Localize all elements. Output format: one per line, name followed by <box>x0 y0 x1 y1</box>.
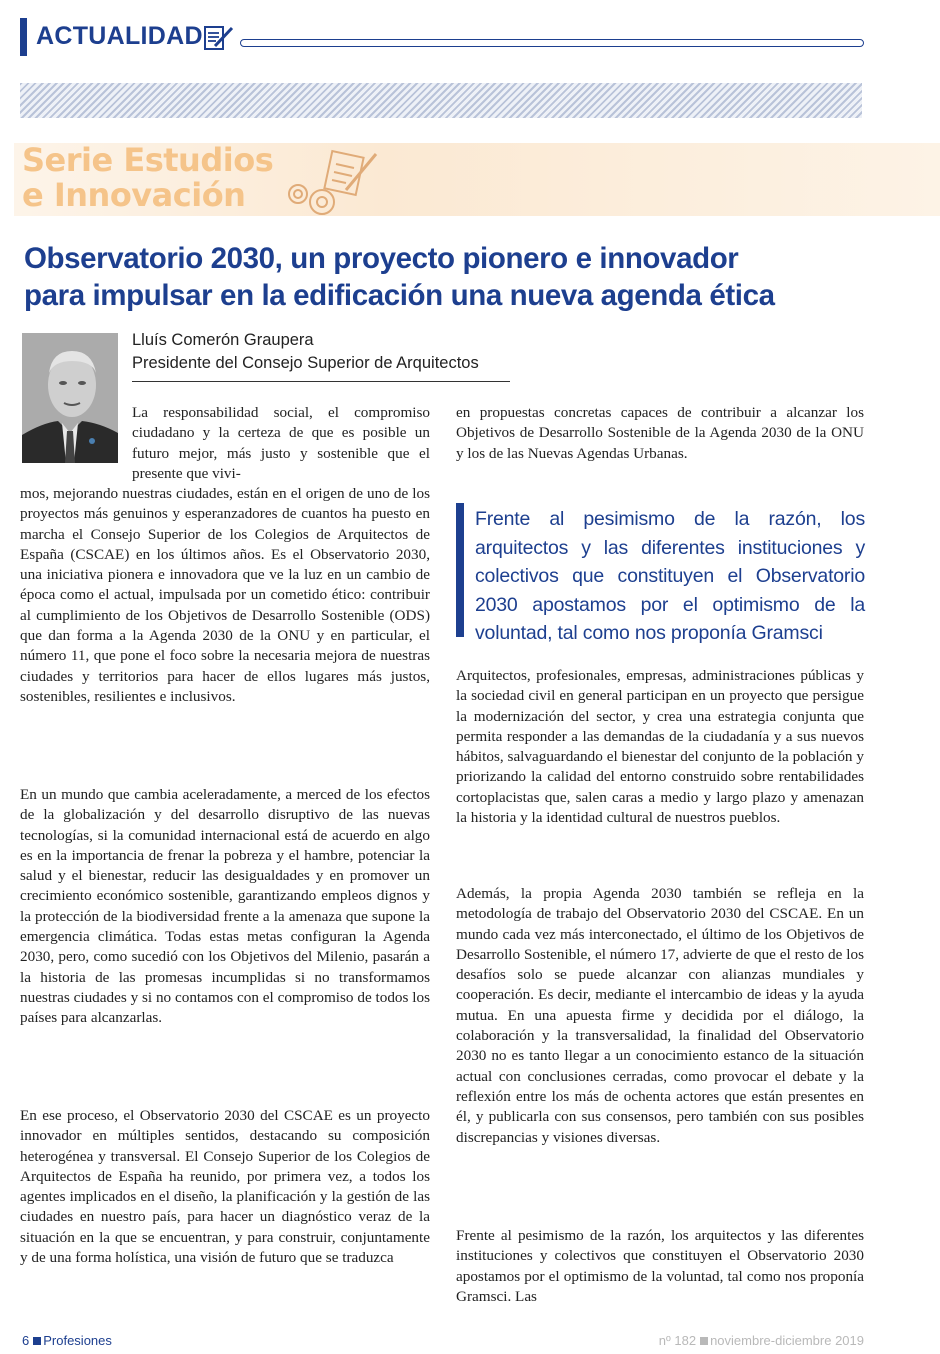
paragraph-methodology: Además, la propia Agenda 2030 también se refleja en la metodología de trabajo del Observatorio 2030 del CSCAE. En un mundo cada vez más interconectado, el último de los Objetivos de Desarrollo Sostenible, el número 17, advierte de que el resto de los desafíos solo se puede alcanzar con alianzas mundiales y cooperación. Es decir, mediante el intercambio de ideas y la ayuda mutua. En una apuesta firme y decidida por el diálogo, la colaboración y la transversalidad, la finalidad del Observatorio 2030 no es tanto llegar a un conocimiento estanco de la situación actual con conclusiones cerradas, como provocar el debate y la reflexión entre los más de ochenta actores que están presentes en él, y publicarla con sus consensos, pero también con sus posibles discrepancias y visiones diversas. <box>456 885 864 1146</box>
paragraph-observatory-process: En ese proceso, el Observatorio 2030 del CSCAE es un proyecto innovador en múltiples sentidos, destacando su composición heterogénea y transversal. El Consejo Superior de los Colegios de Arquitectos de España ha reunido, por primera vez, a todos los agentes implicados en el diseño, la planificación y la gestión de las ciudades en nuestro país, para hacer un diagnóstico veraz de la situación en la que se encuentran, y para construir, conjuntamente y de una forma holística, una visión de futuro que se traduzca <box>20 1107 430 1267</box>
pull-quote-bar <box>456 503 464 637</box>
author-rule <box>132 381 510 382</box>
footer-right <box>659 1333 864 1348</box>
paragraph-global-context: En un mundo que cambia aceleradamente, a merced de los efectos de la globalización y del desarrollo disruptivo de las nuevas tecnologías, si la comunidad internacional está de acuerdo en algo es en la importancia de frenar la pobreza y el hambre, potenciar la salud y el bienestar, reducir las desigualdades y en promover un crecimiento económico sostenible, garantizando empleos dignos y la protección de la biodiversidad frente a la amenaza que supone la emergencia climática. Todas estas metas configuran la Agenda 2030, pero, como sucedió con los Objetivos del Milenio, pasarán a la historia de las promesas incumplidas si no transformamos nuestras ciudades y si no contamos con el compromiso de todos los países para alcanzarlas. <box>20 786 430 1027</box>
series-banner-line1: Serie Estudios <box>22 141 274 179</box>
pull-quote: Frente al pesimismo de la razón, los arquitectos y las diferentes instituciones y colectivos que constituyen el Observatorio 2030 apostamos por el optimismo de la voluntad, tal como nos proponía Gramsci <box>475 508 865 644</box>
section-accent-bar <box>20 18 27 56</box>
magazine-name: Profesiones <box>43 1333 112 1348</box>
document-pencil-icon <box>203 24 235 52</box>
article-headline <box>24 240 904 314</box>
footer-square-icon <box>33 1337 41 1345</box>
paragraph-participants: Arquitectos, profesionales, empresas, administraciones públicas y la sociedad civil en general participan en un proyecto que persigue la modernización del sector, y crea una estrategia conjunta que permita responder a las demandas de la ciudadanía y a sus nuevos hábitos, salvaguardando el bienestar del conjunto de la población y priorizando la calidad del entorno construido sobre rentabilidades cortoplacistas que, salen caras a medio y largo plazo y amenazan la historia y la identidad cultural de nuestros pueblos. <box>456 667 864 827</box>
section-title: ACTUALIDAD <box>36 22 203 50</box>
series-banner-title <box>22 143 273 213</box>
paragraph-intro: mos, mejorando nuestras ciudades, están en el origen de uno de los proyectos más genuinos y esperanzadores de cuantos ha puesto en marcha el Consejo Superior de los Colegios de Arquitectos de España (CSCAE) en los últimos años. Es el Observatorio 2030, una iniciativa pionera e innovadora que ve la luz en un cambio de época como el actual, impulsada por un cometido ético: contribuir al cumplimiento de los Objetivos de Desarrollo Sostenible (ODS) que dan forma a la Agenda 2030 de la ONU y en particular, el número 11, que pone el foco sobre la necesaria mejora de nuestras ciudades y territorios para hacer de ellos lugares más justos, sostenibles, resilientes e inclusivos. <box>20 485 430 705</box>
header-rule <box>240 39 864 47</box>
decorative-stripe-band <box>20 83 862 118</box>
author-photo <box>22 333 118 463</box>
gear-document-icon <box>284 146 384 218</box>
footer-square-icon <box>700 1337 708 1345</box>
page-number: 6 <box>22 1333 30 1348</box>
paragraph-intro-wrap: La responsabilidad social, el compromiso ciudadano y la certeza de que es posible un futuro mejor, más justo y sostenible que el presente que vivi- <box>132 404 430 482</box>
headline-line2: para impulsar en la edificación una nueva agenda ética <box>24 279 775 312</box>
issue-number: nº 182 <box>658 1333 697 1348</box>
issue-date: noviembre-diciembre 2019 <box>710 1333 864 1348</box>
paragraph-gramsci: Frente al pesimismo de la razón, los arquitectos y las diferentes instituciones y colectivos que constituyen el Observatorio 2030 apostamos por el optimismo de la voluntad, tal como nos proponía Gramsci. Las <box>456 1227 864 1305</box>
series-banner-line2: e Innovación <box>22 176 246 214</box>
author-role: Presidente del Consejo Superior de Arquitectos <box>132 354 479 372</box>
headline-line1: Observatorio 2030, un proyecto pionero e innovador <box>24 242 739 275</box>
footer-left <box>22 1333 112 1348</box>
paragraph-proposals: en propuestas concretas capaces de contribuir a alcanzar los Objetivos de Desarrollo Sostenible de la Agenda 2030 de la ONU y los de las Nuevas Agendas Urbanas. <box>456 404 864 462</box>
author-name: Lluís Comerón Graupera <box>132 331 314 349</box>
